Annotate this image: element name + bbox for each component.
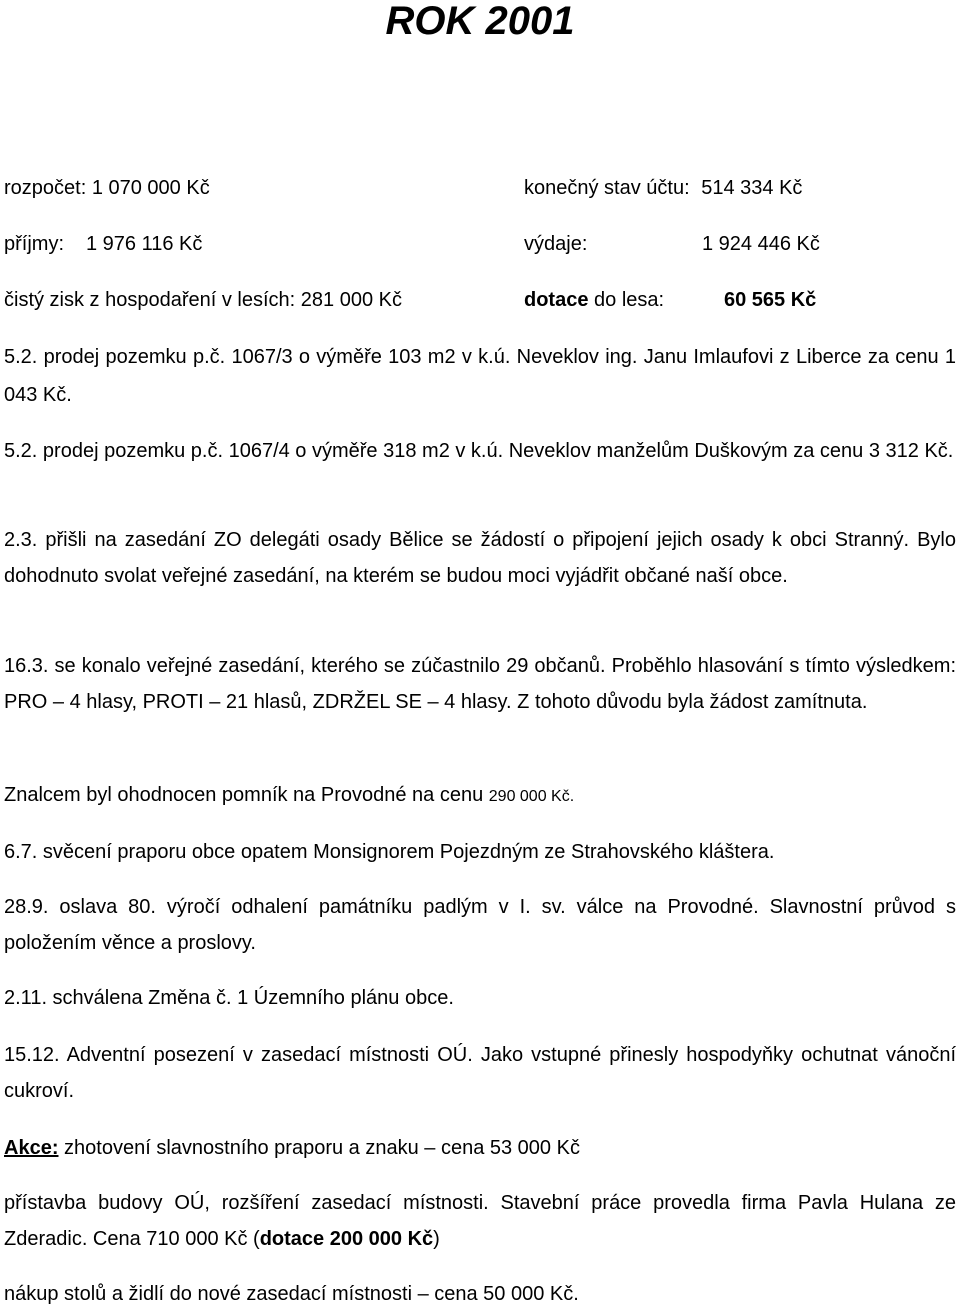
forest-profit: čistý zisk z hospodaření v lesích: 281 000 Kč — [4, 289, 402, 311]
paragraph-furniture-purchase: nákup stolů a židlí do nové zasedací místnosti – cena 50 000 Kč. — [4, 1283, 579, 1305]
page-title: ROK 2001 — [385, 0, 575, 43]
action-label: Akce: — [4, 1137, 59, 1159]
paragraph-flag-consecration: 6.7. svěcení praporu obce opatem Monsignorem Pojezdným ze Strahovského kláštera. — [4, 841, 775, 863]
paragraph-belice-request: 2.3. přišli na zasedání ZO delegáti osady Bělice se žádostí o připojení jejich osady k obci Stranný. Bylo dohodnuto svolat veřejné zasedání, na kterém se budou moci vyjádřit občané naší obce. — [4, 529, 956, 587]
paragraph-land-sale-1: 5.2. prodej pozemku p.č. 1067/3 o výměře 103 m2 v k.ú. Neveklov ing. Janu Imlaufovi z Liberce za cenu 1 043 Kč. — [4, 346, 956, 406]
paragraph-building-extension — [4, 1185, 956, 1257]
paragraph-public-meeting: 16.3. se konalo veřejné zasedání, kterého se zúčastnilo 29 občanů. Proběhlo hlasování s tímto výsledkem: PRO – 4 hlasy, PROTI – 21 hlasů, ZDRŽEL SE – 4 hlasy. Z tohoto důvodu byla žádost zamítnuta. — [4, 655, 956, 713]
final-balance-value: 514 334 Kč — [701, 177, 803, 199]
building-extension-end: ) — [433, 1228, 440, 1250]
expenses-value: 1 924 446 Kč — [702, 233, 820, 255]
monument-valuation-price: 290 000 Kč. — [488, 788, 575, 805]
final-balance-label: konečný stav účtu: — [524, 177, 690, 199]
paragraph-zoning-change: 2.11. schválena Změna č. 1 Územního plánu obce. — [4, 987, 454, 1009]
building-extension-subsidy: dotace 200 000 Kč — [259, 1228, 434, 1250]
forest-subsidy-row — [524, 288, 817, 312]
expenses-row — [524, 232, 820, 256]
income-row — [4, 232, 202, 256]
monument-valuation-text: Znalcem byl ohodnocen pomník na Provodné na cenu — [4, 784, 489, 806]
building-extension-text: přístavba budovy OÚ, rozšíření zasedací místnosti. Stavební práce provedla firma Pavla Hulana ze Zderadic. Cena 710 000 Kč ( — [4, 1192, 956, 1250]
income-value: 1 976 116 Kč — [86, 233, 203, 255]
budget-text: rozpočet: 1 070 000 Kč — [4, 177, 210, 199]
paragraph-advent: 15.12. Adventní posezení v zasedací místnosti OÚ. Jako vstupné přinesly hospodyňky ochutnat vánoční cukroví. — [4, 1044, 956, 1102]
paragraph-land-sale-2: 5.2. prodej pozemku p.č. 1067/4 o výměře 318 m2 v k.ú. Neveklov manželům Duškovým za cenu 3 312 Kč. — [4, 440, 954, 462]
paragraph-action-flag — [4, 1130, 956, 1166]
forest-subsidy-label-rest: do lesa: — [588, 289, 665, 311]
forest-subsidy-value: 60 565 Kč — [724, 289, 817, 311]
income-label: příjmy: — [4, 233, 64, 255]
action-flag-text: zhotovení slavnostního praporu a znaku – cena 53 000 Kč — [58, 1137, 580, 1159]
expenses-label: výdaje: — [524, 233, 588, 255]
paragraph-monument-valuation — [4, 777, 956, 815]
paragraph-anniversary: 28.9. oslava 80. výročí odhalení památníku padlým v I. sv. válce na Provodné. Slavnostní průvod s položením věnce a proslovy. — [4, 896, 956, 954]
forest-subsidy-label-bold: dotace — [524, 289, 589, 311]
final-balance — [524, 176, 802, 200]
